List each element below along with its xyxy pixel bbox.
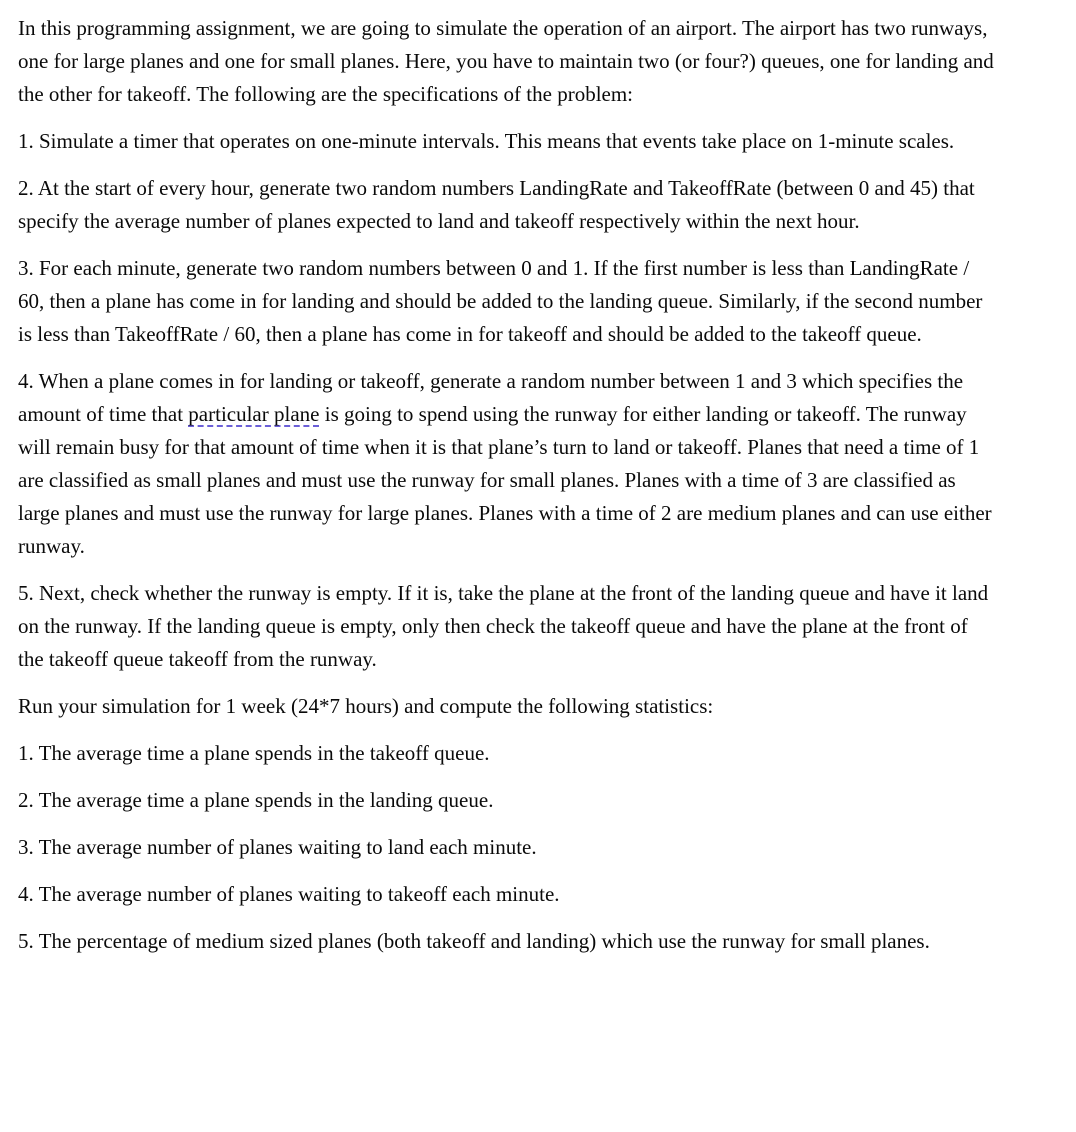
spec-item-2: 2. At the start of every hour, generate two random numbers LandingRate and TakeoffRate (between 0 and 45) that specify the average number of planes expected to land and takeoff respectively within the next hour.	[18, 176, 975, 233]
stat-item-5: 5. The percentage of medium sized planes (both takeoff and landing) which use the runway for small planes.	[18, 929, 930, 953]
run-simulation-line: Run your simulation for 1 week (24*7 hours) and compute the following statistics:	[18, 694, 714, 718]
spec-item-5: 5. Next, check whether the runway is empty. If it is, take the plane at the front of the landing queue and have it land on the runway. If the landing queue is empty, only then check the takeoff queue and have the plane at the front of the takeoff queue takeoff from the runway.	[18, 581, 989, 671]
spec-item-4-text-before: 4. When a plane comes in for landing or takeoff, generate a random number between 1 and 3 which specifies the amount of time that	[18, 369, 964, 426]
intro-paragraph: In this programming assignment, we are going to simulate the operation of an airport. The airport has two runways, one for large planes and one for small planes. Here, you have to maintain two (or four?) queues, one for landing and the other for takeoff. The following are the specifications of the problem:	[18, 16, 994, 106]
spec-item-1: 1. Simulate a timer that operates on one-minute intervals. This means that events take place on 1-minute scales.	[18, 129, 955, 153]
stat-item-2: 2. The average time a plane spends in the landing queue.	[18, 788, 494, 812]
spec-item-4-text-after: is going to spend using the runway for either landing or takeoff. The runway will remain busy for that amount of time when it is that plane’s turn to land or takeoff. Planes that need a time of 1 are classified as small planes and must use the runway for small planes. Planes with a time of 3 are classified as large planes and must use the runway for large planes. Planes with a time of 2 are medium planes and can use either runway.	[18, 402, 992, 558]
spec-item-3: 3. For each minute, generate two random numbers between 0 and 1. If the first number is less than LandingRate / 60, then a plane has come in for landing and should be added to the landing queue. Similarly, if the second number is less than TakeoffRate / 60, then a plane has come in for takeoff and should be added to the takeoff queue.	[18, 256, 983, 346]
stat-item-3: 3. The average number of planes waiting to land each minute.	[18, 835, 537, 859]
stat-item-1: 1. The average time a plane spends in the takeoff queue.	[18, 741, 490, 765]
grammar-flagged-phrase[interactable]: particular plane	[188, 402, 320, 426]
stat-item-4: 4. The average number of planes waiting to takeoff each minute.	[18, 882, 560, 906]
assignment-text	[18, 12, 996, 958]
spec-item-4	[18, 365, 996, 563]
